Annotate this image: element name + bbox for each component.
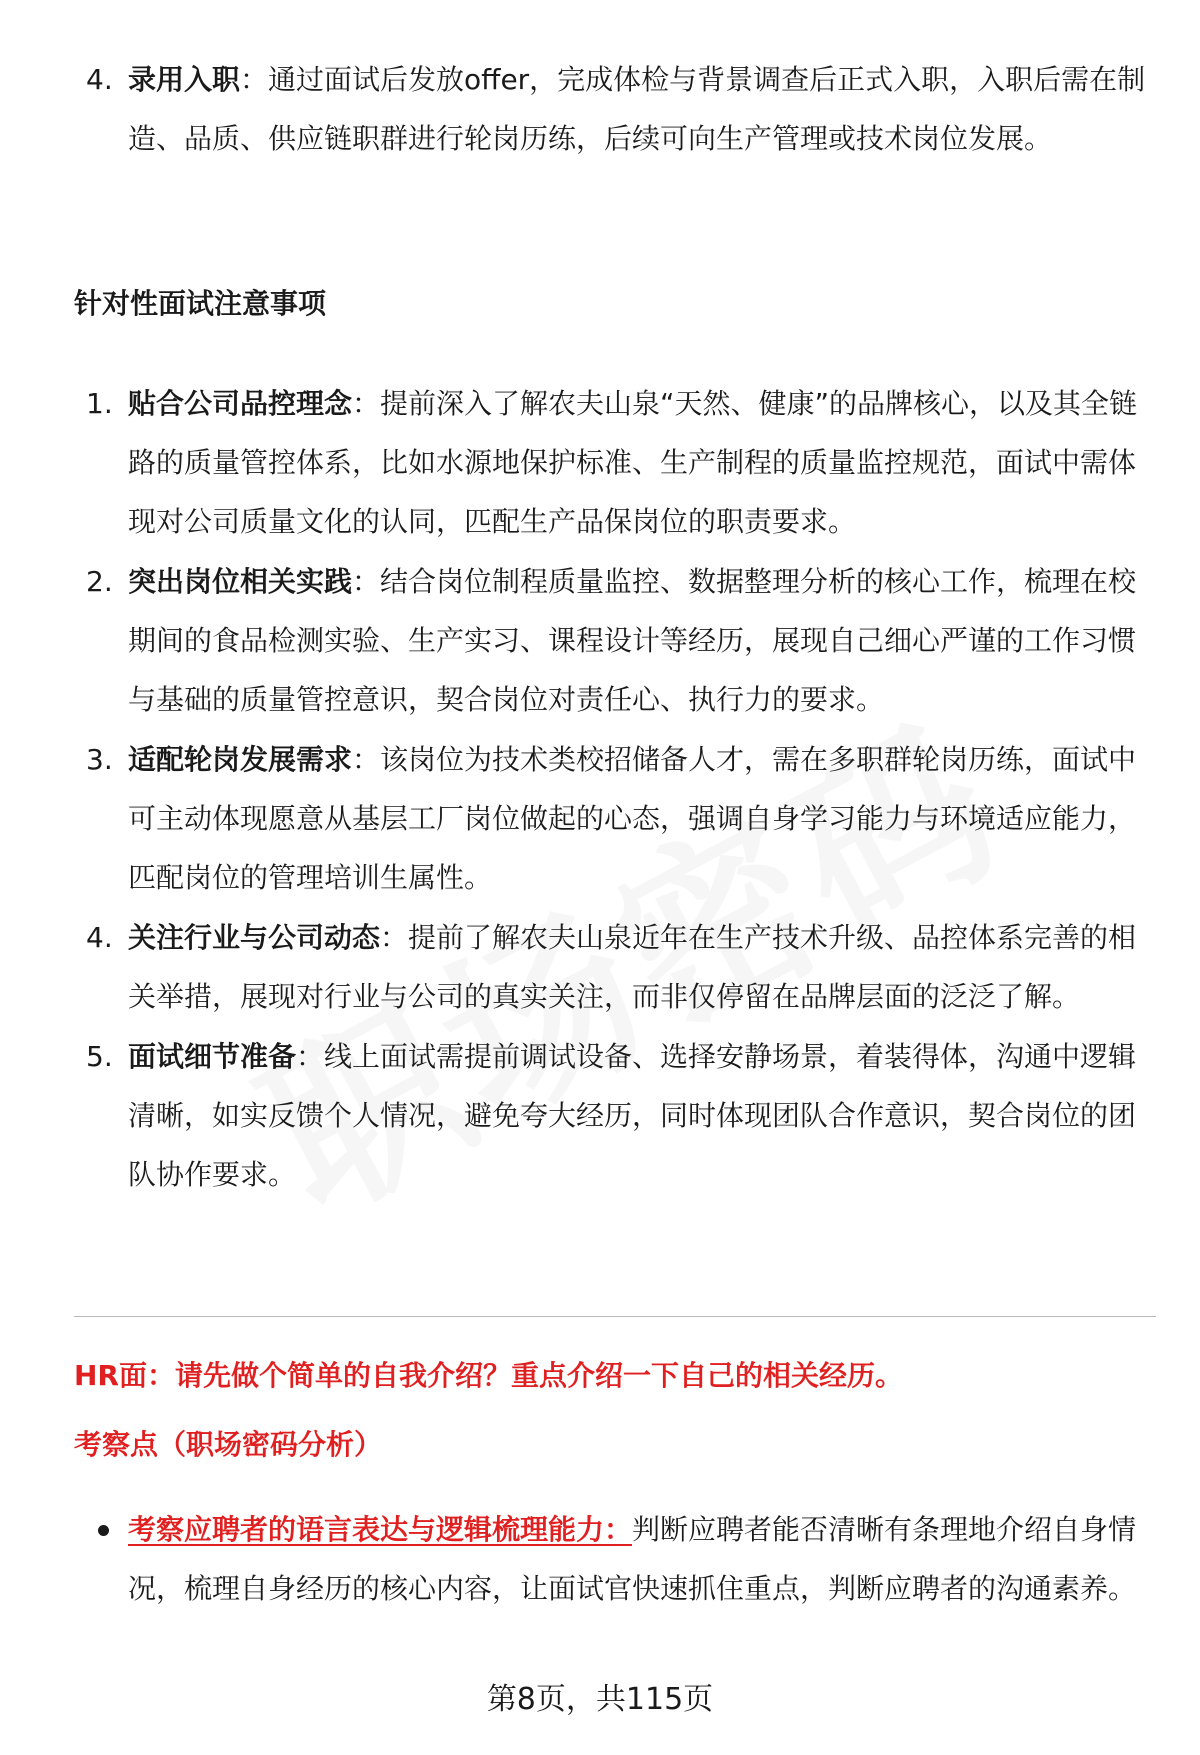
interview-question: HR面：请先做个简单的自我介绍？重点介绍一下自己的相关经历。 [74, 1359, 903, 1392]
list-item [74, 552, 1154, 729]
hiring-process-list [74, 50, 1154, 169]
list-number: 2. [86, 565, 113, 598]
list-item-lead: 贴合公司品控理念 [128, 387, 353, 420]
analysis-point-lead: 考察应聘者的语言表达与逻辑梳理能力： [128, 1513, 633, 1546]
list-item [74, 908, 1154, 1026]
list-item [74, 374, 1154, 551]
bullet-icon [98, 1525, 109, 1536]
list-item-lead: 面试细节准备 [128, 1040, 297, 1073]
list-item [74, 730, 1154, 907]
list-number: 1. [86, 387, 113, 420]
list-number: 4. [86, 921, 113, 954]
list-item-text: ：提前了解农夫山泉近年在生产技术升级、品控体系完善的相关举措，展现对行业与公司的真实关注，而非仅停留在品牌层面的泛泛了解。 [128, 921, 1137, 1013]
analysis-title: 考察点（职场密码分析） [74, 1428, 383, 1461]
list-item-lead: 适配轮岗发展需求 [128, 743, 353, 776]
analysis-points-list [74, 1500, 1154, 1618]
list-item-lead: 突出岗位相关实践 [128, 565, 353, 598]
section-title: 针对性面试注意事项 [74, 287, 327, 320]
list-item-text: ：结合岗位制程质量监控、数据整理分析的核心工作，梳理在校期间的食品检测实验、生产实习、课程设计等经历，展现自己细心严谨的工作习惯与基础的质量管控意识，契合岗位对责任心、执行力的要求。 [128, 565, 1137, 716]
interview-tips-list [74, 374, 1154, 1205]
list-item-lead: 录用入职 [128, 63, 241, 96]
section-divider [74, 1316, 1156, 1317]
list-item-text: ：线上面试需提前调试设备、选择安静场景，着装得体，沟通中逻辑清晰，如实反馈个人情况，避免夸大经历，同时体现团队合作意识，契合岗位的团队协作要求。 [128, 1040, 1137, 1191]
list-item [74, 50, 1154, 168]
list-item-text: ：提前深入了解农夫山泉“天然、健康”的品牌核心，以及其全链路的质量管控体系，比如水源地保护标准、生产制程的质量监控规范，面试中需体现对公司质量文化的认同，匹配生产品保岗位的职责要求。 [128, 387, 1138, 538]
list-item [74, 1500, 1154, 1618]
list-number: 4. [86, 63, 113, 96]
list-item-lead: 关注行业与公司动态 [128, 921, 381, 954]
list-item-text: ：通过面试后发放offer，完成体检与背景调查后正式入职，入职后需在制造、品质、供应链职群进行轮岗历练，后续可向生产管理或技术岗位发展。 [128, 63, 1146, 155]
page-number: 第8页，共115页 [486, 1682, 714, 1717]
list-number: 3. [86, 743, 113, 776]
list-number: 5. [86, 1040, 113, 1073]
list-item [74, 1027, 1154, 1204]
list-item-text: ：该岗位为技术类校招储备人才，需在多职群轮岗历练，面试中可主动体现愿意从基层工厂岗位做起的心态，强调自身学习能力与环境适应能力，匹配岗位的管理培训生属性。 [128, 743, 1137, 894]
analysis-point-text: 判断应聘者能否清晰有条理地介绍自身情况，梳理自身经历的核心内容，让面试官快速抓住重点，判断应聘者的沟通素养。 [128, 1513, 1137, 1605]
